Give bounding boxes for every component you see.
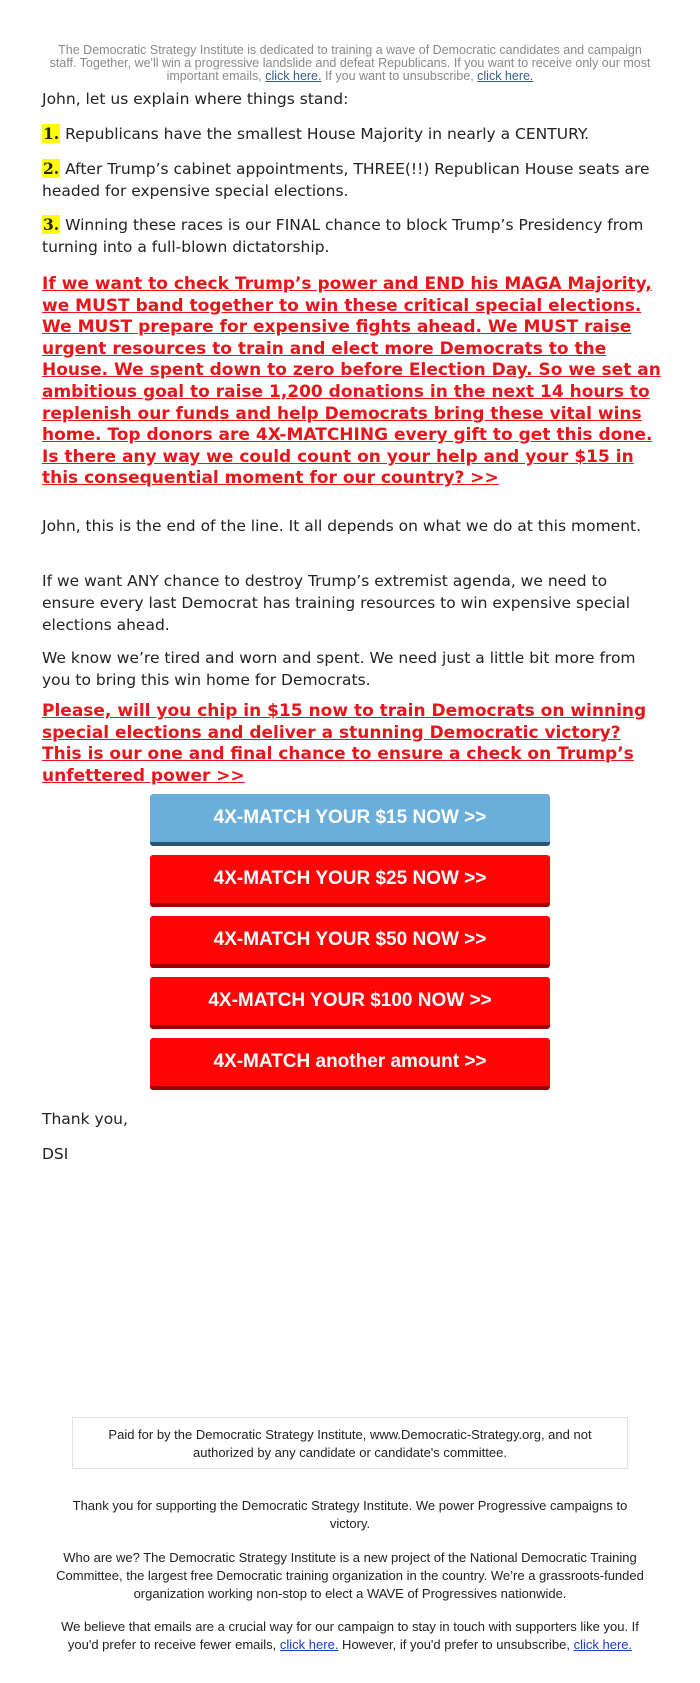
footer-support-text: Thank you for supporting the Democratic Strategy Institute. We power Progressive campaigns to victory. — [72, 1498, 628, 1531]
preheader-fewer-emails-link[interactable]: click here. — [265, 69, 322, 83]
intro-text: John, let us explain where things stand: — [42, 90, 349, 108]
paragraph-tired: We know we’re tired and worn and spent. We need just a little bit more from you to bring this win home for Democrats. — [42, 649, 636, 689]
preheader-text-middle: If you want to unsubscribe, — [321, 69, 478, 83]
donate-link-main[interactable]: If we want to check Trump’s power and END his MAGA Majority, we MUST band together to win these critical special elections. We MUST prepare for expensive fights ahead. We MUST raise urgent resources to train and elect more Democrats to the House. We spent down to zero before Election Day. So we set an ambitious goal to raise 1,200 donations in the next 14 hours to replenish our funds and help Democrats bring these vital wins home. Top donors are 4X-MATCHING every gift to get this done. Is there any way we could count on your help and your $15 in this consequential moment for our country? >> — [42, 274, 661, 489]
donate-25-button[interactable]: 4X-MATCH YOUR $25 NOW >> — [150, 855, 550, 907]
point-1-number: 1. — [43, 124, 60, 143]
donate-100-button[interactable]: 4X-MATCH YOUR $100 NOW >> — [150, 977, 550, 1029]
preheader — [48, 44, 652, 83]
thank-you-text: Thank you, — [42, 1110, 128, 1128]
point-1 — [42, 123, 658, 145]
paid-for-disclaimer: Paid for by the Democratic Strategy Institute, www.Democratic-Strategy.org, and not authorized by any candidate or candidate's committee. — [72, 1417, 628, 1469]
point-2-text: After Trump’s cabinet appointments, THREE(!!) Republican House seats are headed for expensive special elections. — [42, 160, 650, 200]
footer-fewer-emails-link[interactable]: click here. — [279, 1637, 339, 1652]
donate-15-button[interactable]: 4X-MATCH YOUR $15 NOW >> — [150, 794, 550, 846]
preheader-text: The Democratic Strategy Institute is dedicated to training a wave of Democratic candidates and campaign staff. Together, we'll win a progressive landslide and defeat Republicans. If you want to receive only our most important emails, — [49, 43, 651, 83]
donate-other-amount-button[interactable]: 4X-MATCH another amount >> — [150, 1038, 550, 1090]
point-3-text: Winning these races is our FINAL chance to block Trump’s Presidency from turning into a full-blown dictatorship. — [42, 216, 644, 256]
point-2 — [42, 158, 658, 202]
signature: DSI — [42, 1145, 69, 1163]
point-2-number: 2. — [43, 159, 60, 178]
footer-unsubscribe-link[interactable]: click here. — [573, 1637, 633, 1652]
donate-link-chip-in[interactable]: Please, will you chip in $15 now to train Democrats on winning special elections and deliver a stunning Democratic victory? This is our one and final chance to ensure a check on Trump’s unfettered power >> — [42, 701, 647, 786]
paragraph-end-of-line: John, this is the end of the line. It all depends on what we do at this moment. — [42, 517, 642, 535]
point-3-number: 3. — [43, 215, 60, 234]
point-3 — [42, 214, 658, 258]
paragraph-extremist-agenda: If we want ANY chance to destroy Trump’s extremist agenda, we need to ensure every last Democrat has training resources to win expensive special elections ahead. — [42, 572, 631, 634]
footer-email-text: We believe that emails are a crucial way for our campaign to stay in touch with supporters like you. If you'd prefer to receive fewer emails, — [61, 1619, 639, 1652]
footer-email-text-middle: However, if you'd prefer to unsubscribe, — [338, 1637, 574, 1652]
point-1-text: Republicans have the smallest House Majority in nearly a CENTURY. — [60, 125, 590, 143]
donate-50-button[interactable]: 4X-MATCH YOUR $50 NOW >> — [150, 916, 550, 968]
footer-email-preferences — [54, 1618, 646, 1654]
preheader-unsubscribe-link[interactable]: click here. — [477, 69, 534, 83]
footer-who-are-we: Who are we? The Democratic Strategy Institute is a new project of the National Democratic Training Committee, the largest free Democratic training organization in the country. We’re a grassroots-funded organization working non-stop to elect a WAVE of Progressives nationwide. — [56, 1550, 644, 1601]
